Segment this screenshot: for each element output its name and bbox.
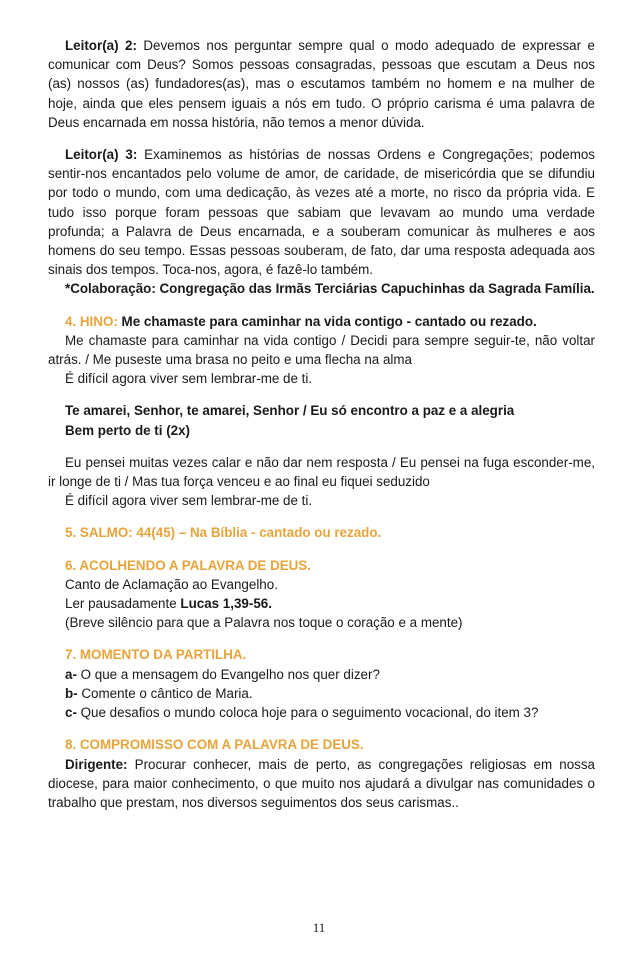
acclamation-line: Canto de Aclamação ao Evangelho. (65, 576, 278, 592)
hymn-title: Me chamaste para caminhar na vida contigo - cantado ou rezado. (117, 313, 537, 329)
page-body (48, 36, 595, 812)
sharing-item-a: a- O que a mensagem do Evangelho nos quer dizer? (65, 666, 380, 682)
silence-line: (Breve silêncio para que a Palavra nos toque o coração e a mente) (65, 615, 463, 631)
commitment-heading: 8. COMPROMISSO COM A PALAVRA DE DEUS. (65, 737, 364, 753)
hymn-heading (48, 312, 595, 331)
reader2-paragraph (48, 36, 595, 132)
hymn-verse-2: Eu pensei muitas vezes calar e não dar nem resposta / Eu pensei na fuga esconder-me, ir longe de ti / Mas tua força venceu e ao final eu fiquei seduzido (48, 454, 595, 490)
commitment-paragraph: Dirigente: Procurar conhecer, mais de perto, as congregações religiosas em nossa diocese, para maior conhecimento, o que muito nos ajudará a divulgar nas comunidades o trabalho que prestam, nos diversos seguimentos dos seus carismas.. (48, 756, 595, 810)
reader3-label: Leitor(a) 3: (65, 147, 138, 163)
sharing-item-c: c- Que desafios o mundo coloca hoje para o seguimento vocacional, do item 3? (65, 705, 539, 721)
sharing-heading: 7. MOMENTO DA PARTILHA. (65, 647, 247, 663)
reader2-label: Leitor(a) 2: (65, 38, 137, 53)
reader3-text: Examinemos as histórias de nossas Ordens e Congregações; podemos sentir-nos encantados pelo volume de amor, de caridade, de misericórdia que se difundiu por todo o mundo, com uma dedicação, às vezes até a morte, no risco da própria vida. E tudo isso porque foram pessoas que sabiam que levavam ao mundo uma verdade profunda; a Palavra de Deus encarnada, e a souberam comunicar às mulheres e aos homens do seu tempo. Essas pessoas souberam, de fato, dar uma resposta adequada aos sinais dos tempos. Toca-nos, agora, é fazê-lo também. (48, 147, 595, 278)
psalm-heading: 5. SALMO: 44(45) – Na Bíblia - cantado ou rezado. (65, 525, 382, 541)
hymn-number: 4. HINO: (65, 313, 118, 329)
sharing-item-b: b- Comente o cântico de Maria. (65, 685, 253, 701)
collaboration-note: *Colaboração: Congregação das Irmãs Terciárias Capuchinhas da Sagrada Família. (65, 281, 595, 297)
hymn-verse-1: Me chamaste para caminhar na vida contigo / Decidi para sempre seguir-te, não voltar atrás. / Me puseste uma brasa no peito e uma flecha na alma (48, 332, 595, 368)
hymn-verse-2-end: É difícil agora viver sem lembrar-me de ti. (65, 493, 313, 509)
hymn-verse-1-end: É difícil agora viver sem lembrar-me de ti. (65, 371, 313, 387)
leader-label: Dirigente: (65, 756, 128, 772)
gospel-reference: Lucas 1,39-56. (180, 596, 272, 612)
page-number: 11 (312, 920, 326, 935)
hymn-refrain-2: Bem perto de ti (2x) (65, 422, 191, 438)
welcoming-heading: 6. ACOLHENDO A PALAVRA DE DEUS. (65, 557, 312, 573)
reading-line: Ler pausadamente Lucas 1,39-56. (65, 596, 272, 612)
reader3-paragraph (48, 145, 595, 279)
reader2-text: Devemos nos perguntar sempre qual o modo adequado de expressar e comunicar com Deus? Somos pessoas consagradas, pessoas que escutam a Deus nos (as) nossos (as) fundadores(as), mas o escutamos também no homem e na mulher de hoje, ainda que eles pensem iguais a nós em tudo. O próprio carisma é uma palavra de Deus encarnada em nossa história, não temos a menor dúvida. (48, 38, 595, 130)
hymn-refrain-1: Te amarei, Senhor, te amarei, Senhor / Eu só encontro a paz e a alegria (65, 403, 515, 419)
